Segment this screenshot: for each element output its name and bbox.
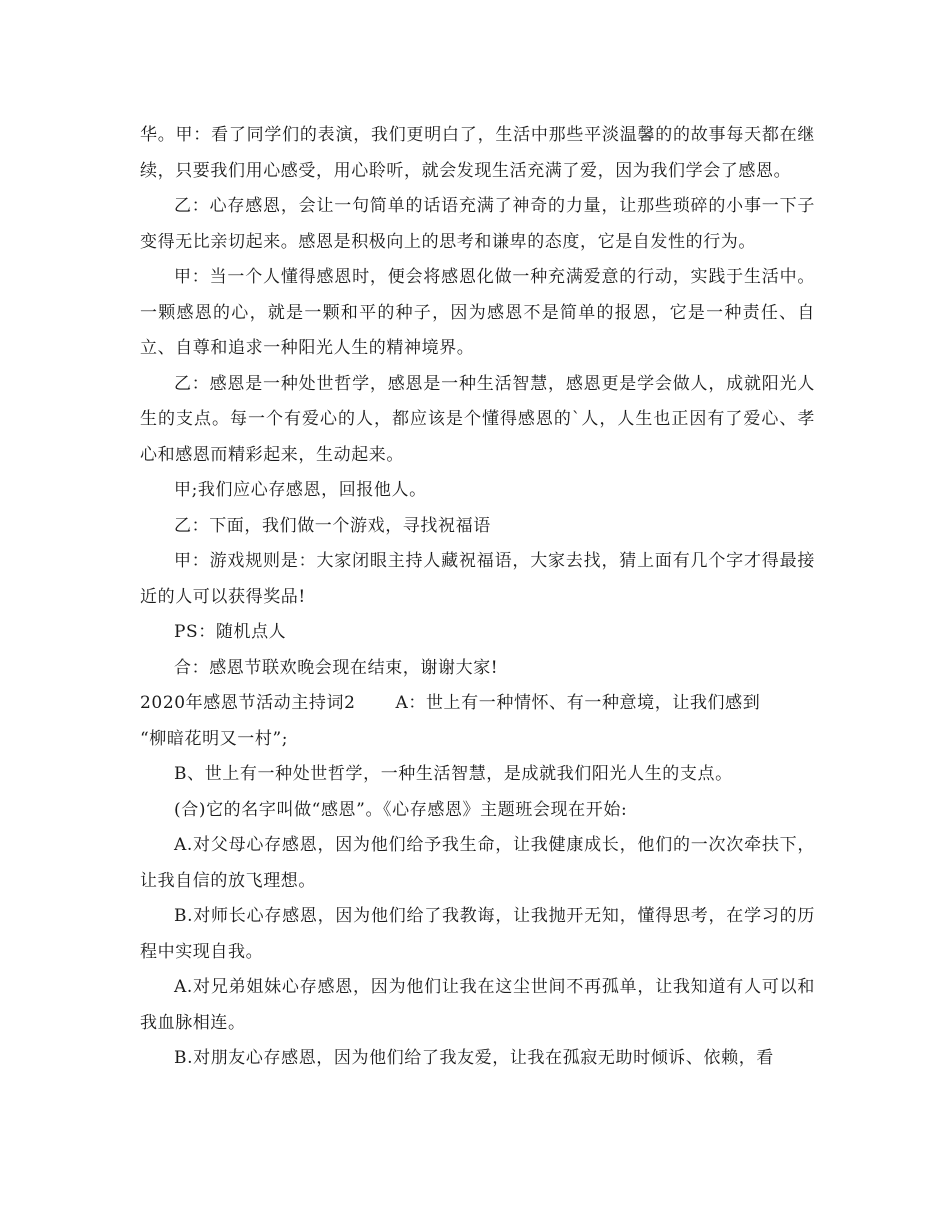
section-heading-line — [140, 686, 815, 722]
paragraph-8: PS：随机点人 — [174, 622, 287, 642]
paragraph-2: 乙：心存感恩，会让一句简单的话语充满了神奇的力量，让那些琐碎的小事一下子变得无比亲切起来。感恩是积极向上的思考和谦卑的态度，它是自发性的行为。 — [140, 196, 815, 252]
paragraph-13: B.对师长心存感恩，因为他们给了我教诲，让我抛开无知，懂得思考，在学习的历程中实现自我。 — [140, 906, 815, 962]
paragraph-7: 甲：游戏规则是：大家闭眼主持人藏祝福语，大家去找，猜上面有几个字才得最接近的人可以获得奖品! — [140, 551, 815, 607]
paragraph-4: 乙：感恩是一种处世哲学，感恩是一种生活智慧，感恩更是学会做人，成就阳光人生的支点。每一个有爱心的人，都应该是个懂得感恩的`人，人生也正因有了爱心、孝心和感恩而精彩起来，生动起来。 — [140, 373, 815, 465]
paragraph-3: 甲：当一个人懂得感恩时，便会将感恩化做一种充满爱意的行动，实践于生活中。一颗感恩的心，就是一颗和平的种子，因为感恩不是简单的报恩，它是一种责任、自立、自尊和追求一种阳光人生的精神境界。 — [140, 267, 815, 358]
document-body — [140, 118, 815, 1077]
paragraph-14: A.对兄弟姐妹心存感恩，因为他们让我在这尘世间不再孤单，让我知道有人可以和我血脉相连。 — [140, 977, 815, 1033]
paragraph-1: 华。甲：看了同学们的表演，我们更明白了，生活中那些平淡温馨的的故事每天都在继续，只要我们用心感受，用心聆听，就会发现生活充满了爱，因为我们学会了感恩。 — [140, 125, 815, 181]
paragraph-12: A.对父母心存感恩，因为他们给予我生命，让我健康成长，他们的一次次牵扶下，让我自信的放飞理想。 — [140, 835, 815, 891]
paragraph-10: B、世上有一种处世哲学，一种生活智慧，是成就我们阳光人生的支点。 — [174, 764, 733, 784]
paragraph-6: 乙：下面，我们做一个游戏，寻找祝福语 — [174, 515, 491, 536]
section-first-line: A：世上有一种情怀、有一种意境，让我们感到 — [395, 693, 761, 713]
paragraph-11: (合)它的名字叫做“感恩”。《心存感恩》主题班会现在开始: — [174, 799, 628, 820]
paragraph-9: 合：感恩节联欢晚会现在结束，谢谢大家! — [174, 657, 499, 678]
section-continuation: “柳暗花明又一村”; — [140, 728, 289, 749]
section-heading: 2020年感恩节活动主持词2 — [140, 693, 356, 713]
paragraph-15: B.对朋友心存感恩，因为他们给了我友爱，让我在孤寂无助时倾诉、依赖，看 — [174, 1048, 774, 1068]
paragraph-5: 甲;我们应心存感恩，回报他人。 — [174, 480, 427, 500]
